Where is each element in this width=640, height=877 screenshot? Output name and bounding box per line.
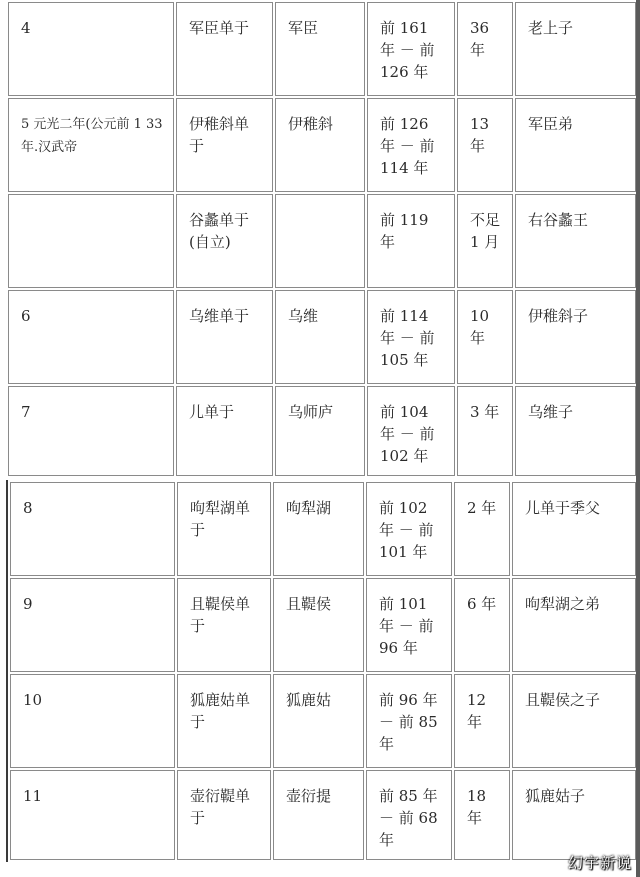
cell-relation: 呴犁湖之弟 xyxy=(512,578,636,672)
cell-title: 谷蠡单于(自立) xyxy=(176,194,273,288)
cell-relation: 老上子 xyxy=(515,2,636,96)
cell-period: 前 85 年 － 前 68 年 xyxy=(366,770,452,860)
cell-years: 3 年 xyxy=(457,386,513,476)
cell-title: 乌维单于 xyxy=(176,290,273,384)
cell-number: 5 元光二年(公元前 1 33 年.汉武帝 xyxy=(8,98,174,192)
cell-number: 6 xyxy=(8,290,174,384)
chanyu-table-lower xyxy=(6,480,638,862)
page-edge xyxy=(636,0,640,877)
cell-relation: 军臣弟 xyxy=(515,98,636,192)
cell-relation: 伊稚斜子 xyxy=(515,290,636,384)
cell-title: 且鞮侯单于 xyxy=(177,578,271,672)
watermark: 幻宇新说 xyxy=(567,854,632,872)
cell-number: 8 xyxy=(10,482,175,576)
cell-name xyxy=(275,194,365,288)
cell-title: 伊稚斜单于 xyxy=(176,98,273,192)
table-row xyxy=(10,578,636,672)
cell-relation: 狐鹿姑子 xyxy=(512,770,636,860)
cell-number: 11 xyxy=(10,770,175,860)
cell-number: 4 xyxy=(8,2,174,96)
cell-period: 前 119 年 xyxy=(367,194,455,288)
cell-relation: 且鞮侯之子 xyxy=(512,674,636,768)
table-row xyxy=(8,2,636,96)
cell-title: 狐鹿姑单于 xyxy=(177,674,271,768)
cell-number: 7 xyxy=(8,386,174,476)
cell-number: 9 xyxy=(10,578,175,672)
cell-number xyxy=(8,194,174,288)
cell-period: 前 104 年 － 前 102 年 xyxy=(367,386,455,476)
cell-relation: 乌维子 xyxy=(515,386,636,476)
table-row xyxy=(8,386,636,476)
cell-years: 10 年 xyxy=(457,290,513,384)
cell-name: 军臣 xyxy=(275,2,365,96)
cell-name: 伊稚斜 xyxy=(275,98,365,192)
cell-title: 儿单于 xyxy=(176,386,273,476)
table-row xyxy=(8,290,636,384)
cell-name: 且鞮侯 xyxy=(273,578,364,672)
cell-name: 壶衍提 xyxy=(273,770,364,860)
cell-name: 呴犁湖 xyxy=(273,482,364,576)
table-row xyxy=(10,674,636,768)
cell-years: 6 年 xyxy=(454,578,510,672)
cell-period: 前 126 年 － 前 114 年 xyxy=(367,98,455,192)
cell-period: 前 114 年 － 前 105 年 xyxy=(367,290,455,384)
table-row xyxy=(8,98,636,192)
cell-relation: 儿单于季父 xyxy=(512,482,636,576)
cell-years: 18 年 xyxy=(454,770,510,860)
cell-name: 乌师庐 xyxy=(275,386,365,476)
cell-name: 狐鹿姑 xyxy=(273,674,364,768)
table-row xyxy=(10,770,636,860)
cell-period: 前 161 年 － 前 126 年 xyxy=(367,2,455,96)
cell-number: 10 xyxy=(10,674,175,768)
cell-title: 军臣单于 xyxy=(176,2,273,96)
cell-years: 12 年 xyxy=(454,674,510,768)
cell-years: 2 年 xyxy=(454,482,510,576)
cell-title: 呴犁湖单于 xyxy=(177,482,271,576)
cell-period: 前 102 年 － 前 101 年 xyxy=(366,482,452,576)
chanyu-table-upper xyxy=(6,0,638,478)
table-row xyxy=(10,482,636,576)
cell-years: 36 年 xyxy=(457,2,513,96)
cell-relation: 右谷蠡王 xyxy=(515,194,636,288)
cell-name: 乌维 xyxy=(275,290,365,384)
cell-period: 前 96 年 － 前 85 年 xyxy=(366,674,452,768)
table-row xyxy=(8,194,636,288)
cell-period: 前 101 年 － 前 96 年 xyxy=(366,578,452,672)
cell-years: 13 年 xyxy=(457,98,513,192)
cell-title: 壶衍鞮单于 xyxy=(177,770,271,860)
cell-years: 不足 1 月 xyxy=(457,194,513,288)
